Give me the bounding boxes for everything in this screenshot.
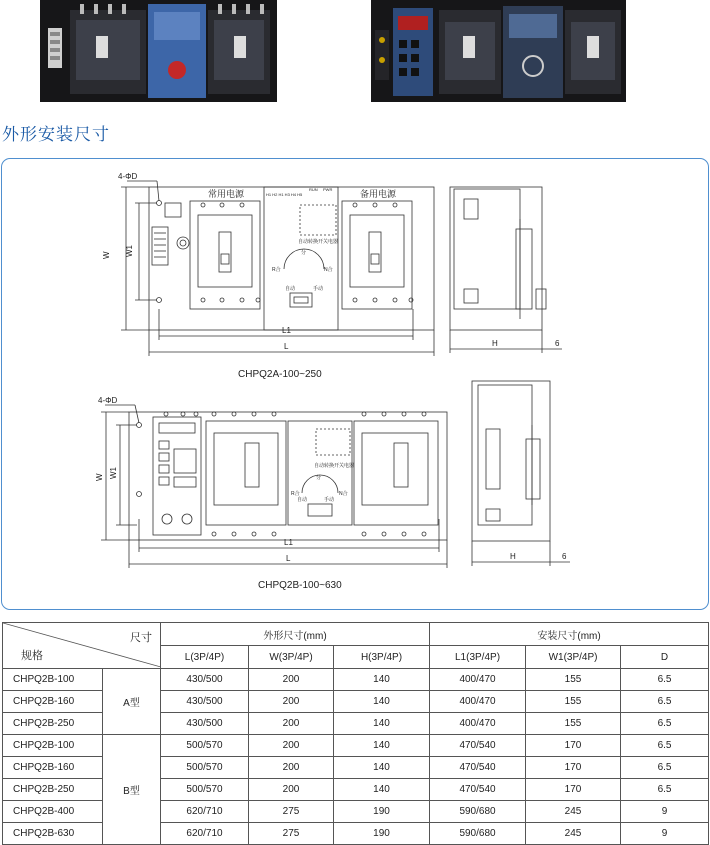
top-dim-h: H (492, 339, 498, 348)
top-n-label: N合 (324, 267, 333, 273)
corner-bottom-label: 规格 (21, 650, 43, 662)
model-cell: CHPQ2B-160 (3, 691, 103, 713)
dimension-drawing-panel (1, 158, 709, 610)
cell-d: 9 (621, 823, 709, 845)
cell-h: 140 (334, 691, 430, 713)
cell-w: 275 (249, 801, 334, 823)
cell-l1: 400/470 (430, 713, 526, 735)
bottom-auto-label: 自动 (297, 497, 308, 503)
cell-l1: 590/680 (430, 823, 526, 845)
cell-h: 190 (334, 823, 430, 845)
cell-l1: 400/470 (430, 669, 526, 691)
cell-l: 430/500 (161, 713, 249, 735)
corner-top-label: 尺寸 (130, 632, 152, 644)
cell-l: 620/710 (161, 801, 249, 823)
cell-w: 200 (249, 713, 334, 735)
top-dim-w: W (102, 251, 111, 259)
model-cell: CHPQ2B-100 (3, 669, 103, 691)
top-center-small-label: H1 H2 H1 H3 H4 H5 (266, 192, 303, 197)
table-corner-cell (3, 623, 161, 669)
cell-l: 430/500 (161, 691, 249, 713)
group-outer-header: 外形尺寸(mm) (161, 623, 430, 646)
cell-l1: 470/540 (430, 735, 526, 757)
bottom-fen-label: 分 (316, 475, 322, 481)
bottom-manual-label: 手动 (324, 497, 335, 503)
cell-l: 500/570 (161, 757, 249, 779)
cell-h: 190 (334, 801, 430, 823)
cell-w1: 155 (526, 669, 621, 691)
cell-w1: 170 (526, 779, 621, 801)
model-cell: CHPQ2B-100 (3, 735, 103, 757)
cell-d: 6.5 (621, 691, 709, 713)
model-cell: CHPQ2B-250 (3, 779, 103, 801)
spec-table (2, 622, 709, 845)
cell-l1: 590/680 (430, 801, 526, 823)
top-r-label: R合 (272, 267, 281, 273)
bottom-hole-label: 4-ΦD (98, 396, 118, 405)
col-header: W1(3P/4P) (526, 646, 621, 669)
product-photo-a (40, 0, 277, 102)
bottom-r-label: R合 (291, 491, 300, 497)
cell-h: 140 (334, 779, 430, 801)
cell-h: 140 (334, 713, 430, 735)
cell-d: 6.5 (621, 669, 709, 691)
cell-w1: 155 (526, 713, 621, 735)
type-a-cell: A型 (103, 669, 161, 735)
cell-h: 140 (334, 669, 430, 691)
cell-d: 6.5 (621, 735, 709, 757)
bottom-drawing-caption: CHPQ2B-100~630 (258, 580, 342, 591)
cell-l: 500/570 (161, 779, 249, 801)
cell-l1: 470/540 (430, 757, 526, 779)
cell-h: 140 (334, 735, 430, 757)
cell-l: 500/570 (161, 735, 249, 757)
col-header: H(3P/4P) (334, 646, 430, 669)
model-cell: CHPQ2B-250 (3, 713, 103, 735)
group-install-header: 安装尺寸(mm) (430, 623, 709, 646)
table-row (3, 735, 709, 757)
top-left-source-label: 常用电源 (208, 189, 245, 199)
top-dim-6: 6 (555, 339, 560, 348)
type-b-cell: B型 (103, 735, 161, 845)
top-right-source-label: 备用电源 (360, 189, 397, 199)
cell-w1: 155 (526, 691, 621, 713)
top-hole (157, 298, 162, 303)
bottom-dim-l1: L1 (284, 538, 293, 547)
bottom-dim-l: L (286, 554, 291, 563)
top-pwr-label: PWR (323, 187, 333, 192)
cell-l: 620/710 (161, 823, 249, 845)
cell-w: 200 (249, 757, 334, 779)
cell-l: 430/500 (161, 669, 249, 691)
cell-w: 200 (249, 779, 334, 801)
cell-h: 140 (334, 757, 430, 779)
bottom-dim-w: W (95, 473, 104, 481)
cell-d: 6.5 (621, 713, 709, 735)
top-auto-switch-label: 自动转换开关电器 (298, 239, 339, 245)
cell-w: 200 (249, 691, 334, 713)
cell-d: 6.5 (621, 757, 709, 779)
col-header: L(3P/4P) (161, 646, 249, 669)
top-hole-label: 4-ΦD (118, 172, 138, 181)
model-cell: CHPQ2B-400 (3, 801, 103, 823)
dimension-drawings (2, 159, 708, 609)
section-title: 外形安装尺寸 (2, 125, 110, 144)
top-manual-label: 手动 (313, 286, 324, 292)
cell-w: 275 (249, 823, 334, 845)
cell-w1: 170 (526, 757, 621, 779)
cell-d: 6.5 (621, 779, 709, 801)
model-cell: CHPQ2B-160 (3, 757, 103, 779)
cell-l1: 470/540 (430, 779, 526, 801)
cell-w1: 170 (526, 735, 621, 757)
top-dim-l: L (284, 342, 289, 351)
cell-w: 200 (249, 735, 334, 757)
product-photo-b (371, 0, 626, 102)
bottom-n-label: N合 (339, 491, 348, 497)
bottom-auto-switch-label: 自动转换开关电器 (314, 463, 355, 469)
model-cell: CHPQ2B-630 (3, 823, 103, 845)
top-dim-l1: L1 (282, 326, 291, 335)
cell-w: 200 (249, 669, 334, 691)
col-header: D (621, 646, 709, 669)
cell-l1: 400/470 (430, 691, 526, 713)
bottom-dim-6: 6 (562, 552, 567, 561)
top-run-label: RUN (309, 187, 318, 192)
top-drawing-caption: CHPQ2A-100~250 (238, 369, 322, 380)
cell-w1: 245 (526, 823, 621, 845)
top-front-outline (149, 187, 434, 330)
bottom-dim-h: H (510, 552, 516, 561)
col-header: W(3P/4P) (249, 646, 334, 669)
top-dim-w1: W1 (125, 245, 134, 257)
top-auto-label: 自动 (285, 286, 296, 292)
table-row (3, 669, 709, 691)
bottom-dim-w1: W1 (109, 467, 118, 479)
col-header: L1(3P/4P) (430, 646, 526, 669)
top-hole (157, 201, 162, 206)
top-fen-label: 分 (301, 250, 307, 256)
cell-d: 9 (621, 801, 709, 823)
cell-w1: 245 (526, 801, 621, 823)
